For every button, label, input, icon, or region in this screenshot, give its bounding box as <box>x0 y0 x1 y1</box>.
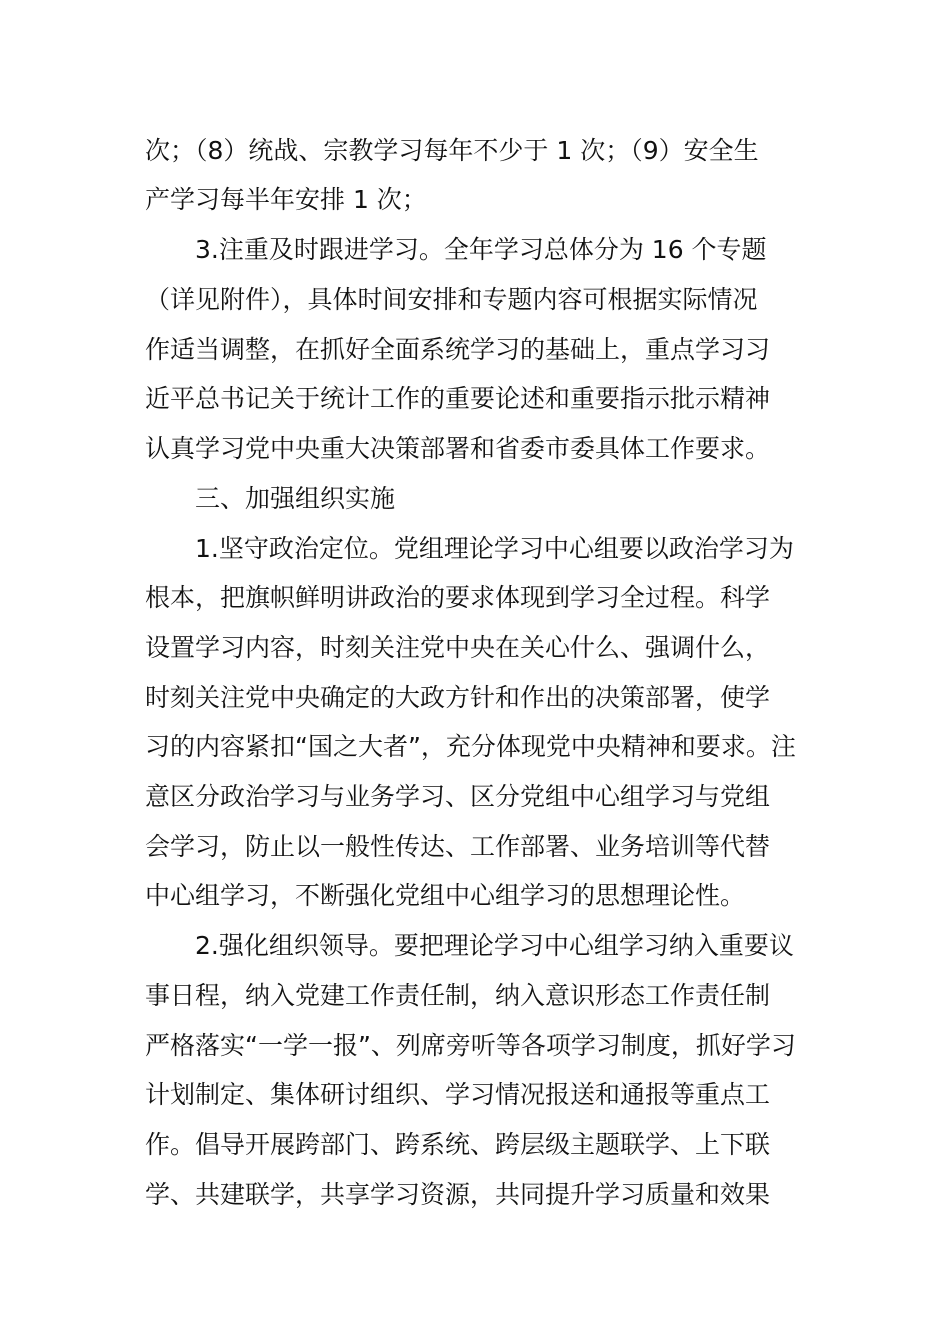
text-line-2: 产学习每半年安排 1 次； <box>145 185 427 214</box>
text-line-14: 意区分政治学习与业务学习、区分党组中心组学习与党组 <box>145 782 771 811</box>
text-line-20: 计划制定、集体研讨组织、学习情况报送和通报等重点工 <box>145 1080 771 1109</box>
text-line-12: 时刻关注党中央确定的大政方针和作出的决策部署，使学 <box>145 683 771 712</box>
text-line-1: 次；（8）统战、宗教学习每年不少于 1 次；（9）安全生 <box>145 136 759 165</box>
text-line-21: 作。倡导开展跨部门、跨系统、跨层级主题联学、上下联 <box>145 1130 771 1159</box>
text-line-13: 习的内容紧扣“国之大者”，充分体现党中央精神和要求。注 <box>145 732 796 761</box>
text-line-15: 会学习，防止以一般性传达、工作部署、业务培训等代替 <box>145 832 771 861</box>
text-line-16: 中心组学习，不断强化党组中心组学习的思想理论性。 <box>145 881 746 910</box>
section-heading: 三、加强组织实施 <box>195 484 396 513</box>
text-line-6: 近平总书记关于统计工作的重要论述和重要指示批示精神 <box>145 384 771 413</box>
paragraph-3-heading-line: 3.注重及时跟进学习。全年学习总体分为 16 个专题 <box>195 235 767 264</box>
text-line-10: 根本，把旗帜鲜明讲政治的要求体现到学习全过程。科学 <box>145 583 771 612</box>
text-line-18: 事日程，纳入党建工作责任制，纳入意识形态工作责任制 <box>145 981 771 1010</box>
text-line-7: 认真学习党中央重大决策部署和省委市委具体工作要求。 <box>145 434 771 463</box>
text-line-4: （详见附件），具体时间安排和专题内容可根据实际情况 <box>145 285 758 314</box>
paragraph-2-heading-line: 2.强化组织领导。要把理论学习中心组学习纳入重要议 <box>195 931 794 960</box>
text-line-22: 学、共建联学，共享学习资源，共同提升学习质量和效果 <box>145 1180 771 1209</box>
text-line-19: 严格落实“一学一报”、列席旁听等各项学习制度，抓好学习 <box>145 1031 796 1060</box>
paragraph-1-heading-line: 1.坚守政治定位。党组理论学习中心组要以政治学习为 <box>195 534 794 563</box>
text-line-11: 设置学习内容，时刻关注党中央在关心什么、强调什么， <box>145 633 771 662</box>
text-line-5: 作适当调整，在抓好全面系统学习的基础上，重点学习习 <box>145 335 771 364</box>
